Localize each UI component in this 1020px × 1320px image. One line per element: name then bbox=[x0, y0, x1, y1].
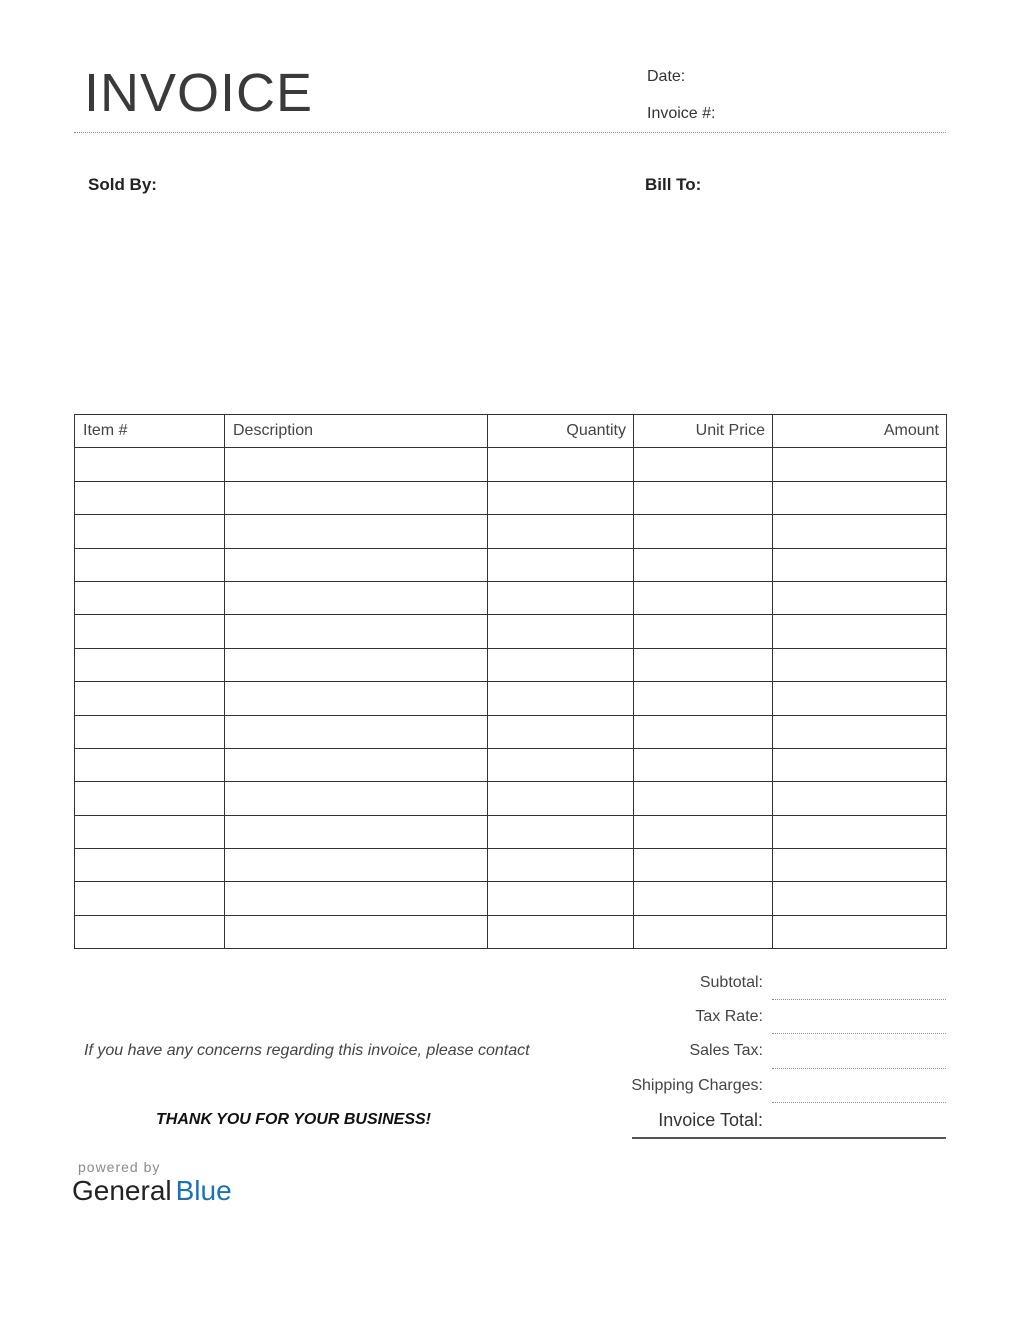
invoice-title: INVOICE bbox=[84, 63, 314, 123]
description-cell[interactable] bbox=[225, 882, 488, 915]
column-header-quantity: Quantity bbox=[488, 415, 634, 448]
description-cell[interactable] bbox=[225, 448, 488, 481]
amount-cell[interactable] bbox=[773, 581, 947, 614]
item-number-cell[interactable] bbox=[75, 748, 225, 781]
quantity-cell[interactable] bbox=[488, 648, 634, 681]
amount-cell[interactable] bbox=[773, 682, 947, 715]
item-number-cell[interactable] bbox=[75, 849, 225, 882]
item-number-cell[interactable] bbox=[75, 548, 225, 581]
unit-price-cell[interactable] bbox=[634, 715, 773, 748]
unit-price-cell[interactable] bbox=[634, 448, 773, 481]
column-header-description: Description bbox=[225, 415, 488, 448]
description-cell[interactable] bbox=[225, 615, 488, 648]
quantity-cell[interactable] bbox=[488, 748, 634, 781]
unit-price-cell[interactable] bbox=[634, 581, 773, 614]
tax-rate-label: Tax Rate: bbox=[695, 1008, 763, 1025]
item-number-cell[interactable] bbox=[75, 648, 225, 681]
amount-cell[interactable] bbox=[773, 648, 947, 681]
description-cell[interactable] bbox=[225, 815, 488, 848]
unit-price-cell[interactable] bbox=[634, 481, 773, 514]
thank-you-note: THANK YOU FOR YOUR BUSINESS! bbox=[156, 1111, 431, 1128]
unit-price-cell[interactable] bbox=[634, 748, 773, 781]
item-number-cell[interactable] bbox=[75, 882, 225, 915]
unit-price-cell[interactable] bbox=[634, 882, 773, 915]
quantity-cell[interactable] bbox=[488, 481, 634, 514]
item-number-cell[interactable] bbox=[75, 481, 225, 514]
subtotal-label: Subtotal: bbox=[699, 974, 763, 991]
header-divider bbox=[74, 132, 946, 133]
logo-text-blue: Blue bbox=[175, 1175, 232, 1206]
sales-tax-field[interactable] bbox=[772, 1068, 946, 1069]
unit-price-cell[interactable] bbox=[634, 915, 773, 948]
quantity-cell[interactable] bbox=[488, 882, 634, 915]
unit-price-cell[interactable] bbox=[634, 815, 773, 848]
shipping-charges-field[interactable] bbox=[772, 1102, 946, 1103]
unit-price-cell[interactable] bbox=[634, 648, 773, 681]
description-cell[interactable] bbox=[225, 748, 488, 781]
description-cell[interactable] bbox=[225, 481, 488, 514]
table-row bbox=[75, 882, 947, 915]
item-number-cell[interactable] bbox=[75, 715, 225, 748]
sold-by-label: Sold By: bbox=[88, 175, 157, 194]
column-header-unit-price: Unit Price bbox=[634, 415, 773, 448]
powered-by-label: powered by bbox=[78, 1159, 161, 1175]
table-row bbox=[75, 615, 947, 648]
amount-cell[interactable] bbox=[773, 615, 947, 648]
amount-cell[interactable] bbox=[773, 481, 947, 514]
unit-price-cell[interactable] bbox=[634, 515, 773, 548]
quantity-cell[interactable] bbox=[488, 715, 634, 748]
table-row bbox=[75, 748, 947, 781]
quantity-cell[interactable] bbox=[488, 515, 634, 548]
item-number-cell[interactable] bbox=[75, 615, 225, 648]
quantity-cell[interactable] bbox=[488, 448, 634, 481]
unit-price-cell[interactable] bbox=[634, 682, 773, 715]
unit-price-cell[interactable] bbox=[634, 849, 773, 882]
description-cell[interactable] bbox=[225, 782, 488, 815]
shipping-charges-label: Shipping Charges: bbox=[631, 1077, 763, 1094]
line-items-table bbox=[74, 414, 947, 949]
table-header-row bbox=[75, 415, 947, 448]
table-row bbox=[75, 782, 947, 815]
description-cell[interactable] bbox=[225, 915, 488, 948]
logo-text-general: General bbox=[72, 1175, 172, 1206]
table-row bbox=[75, 715, 947, 748]
unit-price-cell[interactable] bbox=[634, 615, 773, 648]
generalblue-logo bbox=[72, 1177, 232, 1205]
description-cell[interactable] bbox=[225, 715, 488, 748]
quantity-cell[interactable] bbox=[488, 682, 634, 715]
amount-cell[interactable] bbox=[773, 782, 947, 815]
date-label: Date: bbox=[647, 68, 686, 85]
table-row bbox=[75, 682, 947, 715]
table-row bbox=[75, 548, 947, 581]
concern-note: If you have any concerns regarding this invoice, please contact bbox=[84, 1042, 530, 1059]
invoice-total-label: Invoice Total: bbox=[658, 1110, 763, 1130]
invoice-number-label: Invoice #: bbox=[647, 105, 716, 122]
item-number-cell[interactable] bbox=[75, 515, 225, 548]
description-cell[interactable] bbox=[225, 648, 488, 681]
amount-cell[interactable] bbox=[773, 915, 947, 948]
quantity-cell[interactable] bbox=[488, 915, 634, 948]
quantity-cell[interactable] bbox=[488, 782, 634, 815]
amount-cell[interactable] bbox=[773, 748, 947, 781]
table-row bbox=[75, 581, 947, 614]
amount-cell[interactable] bbox=[773, 548, 947, 581]
description-cell[interactable] bbox=[225, 581, 488, 614]
bill-to-label: Bill To: bbox=[645, 175, 702, 194]
table-row bbox=[75, 481, 947, 514]
table-row bbox=[75, 515, 947, 548]
item-number-cell[interactable] bbox=[75, 448, 225, 481]
invoice-total-field[interactable] bbox=[632, 1137, 946, 1139]
tax-rate-field[interactable] bbox=[772, 1033, 946, 1034]
description-cell[interactable] bbox=[225, 548, 488, 581]
column-header-item-number: Item # bbox=[75, 415, 225, 448]
amount-cell[interactable] bbox=[773, 849, 947, 882]
subtotal-field[interactable] bbox=[772, 999, 946, 1000]
quantity-cell[interactable] bbox=[488, 615, 634, 648]
description-cell[interactable] bbox=[225, 515, 488, 548]
table-body bbox=[75, 448, 947, 949]
amount-cell[interactable] bbox=[773, 882, 947, 915]
amount-cell[interactable] bbox=[773, 815, 947, 848]
unit-price-cell[interactable] bbox=[634, 548, 773, 581]
table-row bbox=[75, 915, 947, 948]
description-cell[interactable] bbox=[225, 849, 488, 882]
item-number-cell[interactable] bbox=[75, 915, 225, 948]
column-header-amount: Amount bbox=[773, 415, 947, 448]
amount-cell[interactable] bbox=[773, 448, 947, 481]
amount-cell[interactable] bbox=[773, 715, 947, 748]
table-row bbox=[75, 815, 947, 848]
item-number-cell[interactable] bbox=[75, 581, 225, 614]
quantity-cell[interactable] bbox=[488, 581, 634, 614]
table-row bbox=[75, 849, 947, 882]
description-cell[interactable] bbox=[225, 682, 488, 715]
quantity-cell[interactable] bbox=[488, 849, 634, 882]
item-number-cell[interactable] bbox=[75, 782, 225, 815]
table-row bbox=[75, 648, 947, 681]
table-row bbox=[75, 448, 947, 481]
quantity-cell[interactable] bbox=[488, 815, 634, 848]
item-number-cell[interactable] bbox=[75, 682, 225, 715]
quantity-cell[interactable] bbox=[488, 548, 634, 581]
unit-price-cell[interactable] bbox=[634, 782, 773, 815]
amount-cell[interactable] bbox=[773, 515, 947, 548]
item-number-cell[interactable] bbox=[75, 815, 225, 848]
sales-tax-label: Sales Tax: bbox=[689, 1042, 763, 1059]
